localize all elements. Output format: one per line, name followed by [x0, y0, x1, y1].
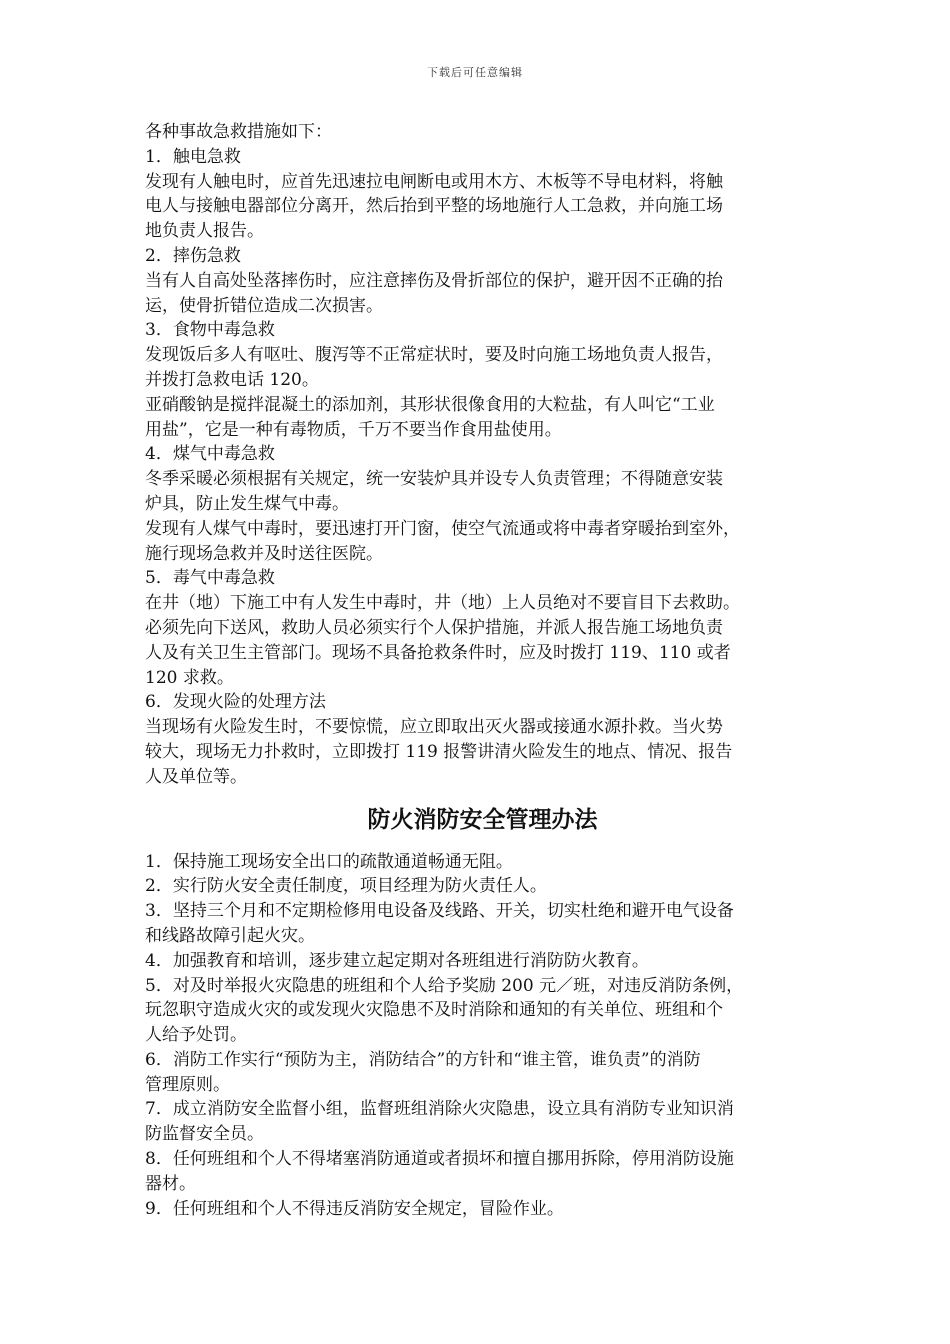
- rule-line: 管理原则。: [145, 1074, 230, 1095]
- item-title: 4．煤气中毒急救: [145, 444, 275, 465]
- item-title: 6．发现火险的处理方法: [145, 692, 326, 713]
- rule-line: 玩忽职守造成火灾的或发现火灾隐患不及时消除和通知的有关单位、班组和个: [145, 1000, 723, 1021]
- item-title: 3．食物中毒急救: [145, 320, 275, 341]
- rule-line: 8．任何班组和个人不得堵塞消防通道或者损坏和擅自挪用拆除，停用消防设施: [145, 1149, 734, 1170]
- paragraph-line: 120 求救。: [145, 667, 234, 688]
- paragraph-line: 发现有人触电时，应首先迅速拉电闸断电或用木方、木板等不导电材料，将触: [145, 171, 723, 192]
- paragraph-line: 亚硝酸钠是搅拌混凝土的添加剂，其形状很像食用的大粒盐，有人叫它“工业: [145, 394, 715, 415]
- paragraph-line: 在井（地）下施工中有人发生中毒时，井（地）上人员绝对不要盲目下去救助。: [145, 593, 740, 614]
- rule-line: 4．加强教育和培训，逐步建立起定期对各班组进行消防防火教育。: [145, 950, 649, 971]
- paragraph-line: 当现场有火险发生时，不要惊慌，应立即取出灭火器或接通水源扑救。当火势: [145, 717, 723, 738]
- paragraph-line: 人及有关卫生主管部门。现场不具备抢救条件时，应及时拨打 119、110 或者: [145, 642, 731, 663]
- rule-line: 1．保持施工现场安全出口的疏散通道畅通无阻。: [145, 851, 513, 872]
- rule-line: 5．对及时举报火灾隐患的班组和个人给予奖励 200 元／班，对违反消防条例，: [145, 975, 744, 996]
- rule-line: 人给予处罚。: [145, 1025, 247, 1046]
- rule-line: 6．消防工作实行“预防为主，消防结合”的方针和“谁主管，谁负责”的消防: [145, 1049, 701, 1070]
- paragraph-line: 发现饭后多人有呕吐、腹泻等不正常症状时，要及时向施工场地负责人报告，: [145, 345, 723, 366]
- section-heading: 防火消防安全管理办法: [367, 805, 598, 833]
- rule-line: 7．成立消防安全监督小组，监督班组消除火灾隐患，设立具有消防专业知识消: [145, 1099, 734, 1120]
- paragraph-line: 用盐”，它是一种有毒物质，千万不要当作食用盐使用。: [145, 419, 562, 440]
- item-title: 5．毒气中毒急救: [145, 568, 275, 589]
- document-body: [145, 120, 825, 1221]
- paragraph-line: 施行现场急救并及时送往医院。: [145, 543, 383, 564]
- rule-line: 和线路故障引起火灾。: [145, 925, 315, 946]
- paragraph-line: 人及单位等。: [145, 766, 247, 787]
- section-intro: 各种事故急救措施如下：: [145, 122, 332, 142]
- item-title: 1．触电急救: [145, 146, 241, 167]
- paragraph-line: 运，使骨折错位造成二次损害。: [145, 295, 383, 316]
- paragraph-line: 冬季采暖必须根据有关规定，统一安装炉具并设专人负责管理；不得随意安装: [145, 469, 723, 490]
- paragraph-line: 必须先向下送风，救助人员必须实行个人保护措施，并派人报告施工场地负责: [145, 617, 723, 638]
- rule-line: 防监督安全员。: [145, 1124, 264, 1145]
- item-title: 2．摔伤急救: [145, 245, 241, 266]
- paragraph-line: 炉具，防止发生煤气中毒。: [145, 493, 349, 514]
- paragraph-line: 并拨打急救电话 120。: [145, 369, 319, 390]
- page-header: 下载后可任意编辑: [427, 66, 523, 79]
- paragraph-line: 当有人自高处坠落摔伤时，应注意摔伤及骨折部位的保护，避开因不正确的抬: [145, 270, 723, 291]
- paragraph-line: 发现有人煤气中毒时，要迅速打开门窗，使空气流通或将中毒者穿暖抬到室外，: [145, 518, 740, 539]
- paragraph-line: 较大，现场无力扑救时，立即拨打 119 报警讲清火险发生的地点、情况、报告: [145, 741, 733, 762]
- paragraph-line: 地负责人报告。: [145, 221, 264, 242]
- rule-line: 2．实行防火安全责任制度，项目经理为防火责任人。: [145, 876, 547, 897]
- paragraph-line: 电人与接触电器部位分离开，然后抬到平整的场地施行人工急救，并向施工场: [145, 196, 723, 217]
- rule-line: 9．任何班组和个人不得违反消防安全规定，冒险作业。: [145, 1198, 564, 1219]
- rule-line: 器材。: [145, 1173, 196, 1194]
- rule-line: 3．坚持三个月和不定期检修用电设备及线路、开关，切实杜绝和避开电气设备: [145, 901, 734, 922]
